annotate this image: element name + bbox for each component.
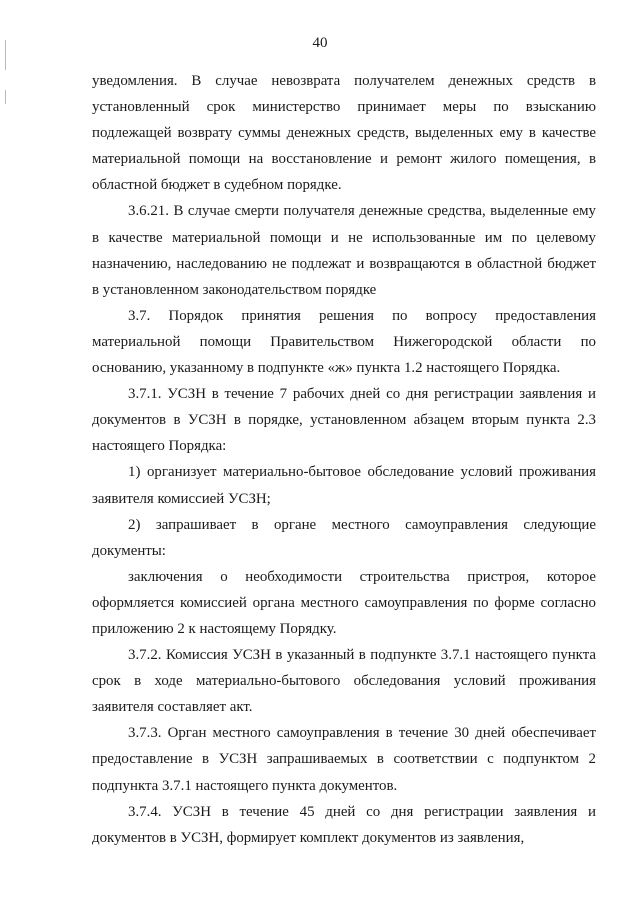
paragraph: 3.7. Порядок принятия решения по вопросу предоставления материальной помощи Правительством Нижегородской области по основанию, указанному в подпункте «ж» пункта 1.2 настоящего Порядка. xyxy=(92,307,596,377)
list-item: 1) организует материально-бытовое обследование условий проживания заявителя комиссией УСЗН; xyxy=(92,464,596,507)
paragraph: 3.7.2. Комиссия УСЗН в указанный в подпункте 3.7.1 настоящего пункта срок в ходе материально-бытового обследования условий проживания заявителя составляет акт. xyxy=(92,647,596,716)
list-item: 2) запрашивает в органе местного самоуправления следующие документы: xyxy=(92,516,596,559)
paragraph: заключения о необходимости строительства пристроя, которое оформляется комиссией органа местного самоуправления по форме согласно приложению 2 к настоящему Порядку. xyxy=(92,568,596,637)
scan-margin-mark xyxy=(5,90,6,104)
document-body xyxy=(92,68,596,851)
paragraph: 3.7.3. Орган местного самоуправления в течение 30 дней обеспечивает предоставление в УСЗН запрашиваемых в соответствии с подпунктом 2 подпункта 3.7.1 настоящего пункта документов. xyxy=(92,725,596,794)
page-number: 40 xyxy=(312,35,328,51)
paragraph: уведомления. В случае невозврата получателем денежных средств в установленный срок министерство принимает меры по взысканию подлежащей возврату суммы денежных средств, выделенных ему в качестве материальной помощи на восстановление и ремонт жилого помещения, в областной бюджет в судебном порядке. xyxy=(92,73,596,194)
paragraph: 3.7.4. УСЗН в течение 45 дней со дня регистрации заявления и документов в УСЗН, формирует комплект документов из заявления, xyxy=(92,803,596,846)
paragraph: 3.6.21. В случае смерти получателя денежные средства, выделенные ему в качестве материальной помощи и не использованные им по целевому назначению, наследованию не подлежат и возвращаются в областной бюджет в установленном законодательством порядке xyxy=(92,203,596,298)
paragraph: 3.7.1. УСЗН в течение 7 рабочих дней со дня регистрации заявления и документов в УСЗН в порядке, установленном абзацем вторым пункта 2.3 настоящего Порядка: xyxy=(92,386,596,455)
